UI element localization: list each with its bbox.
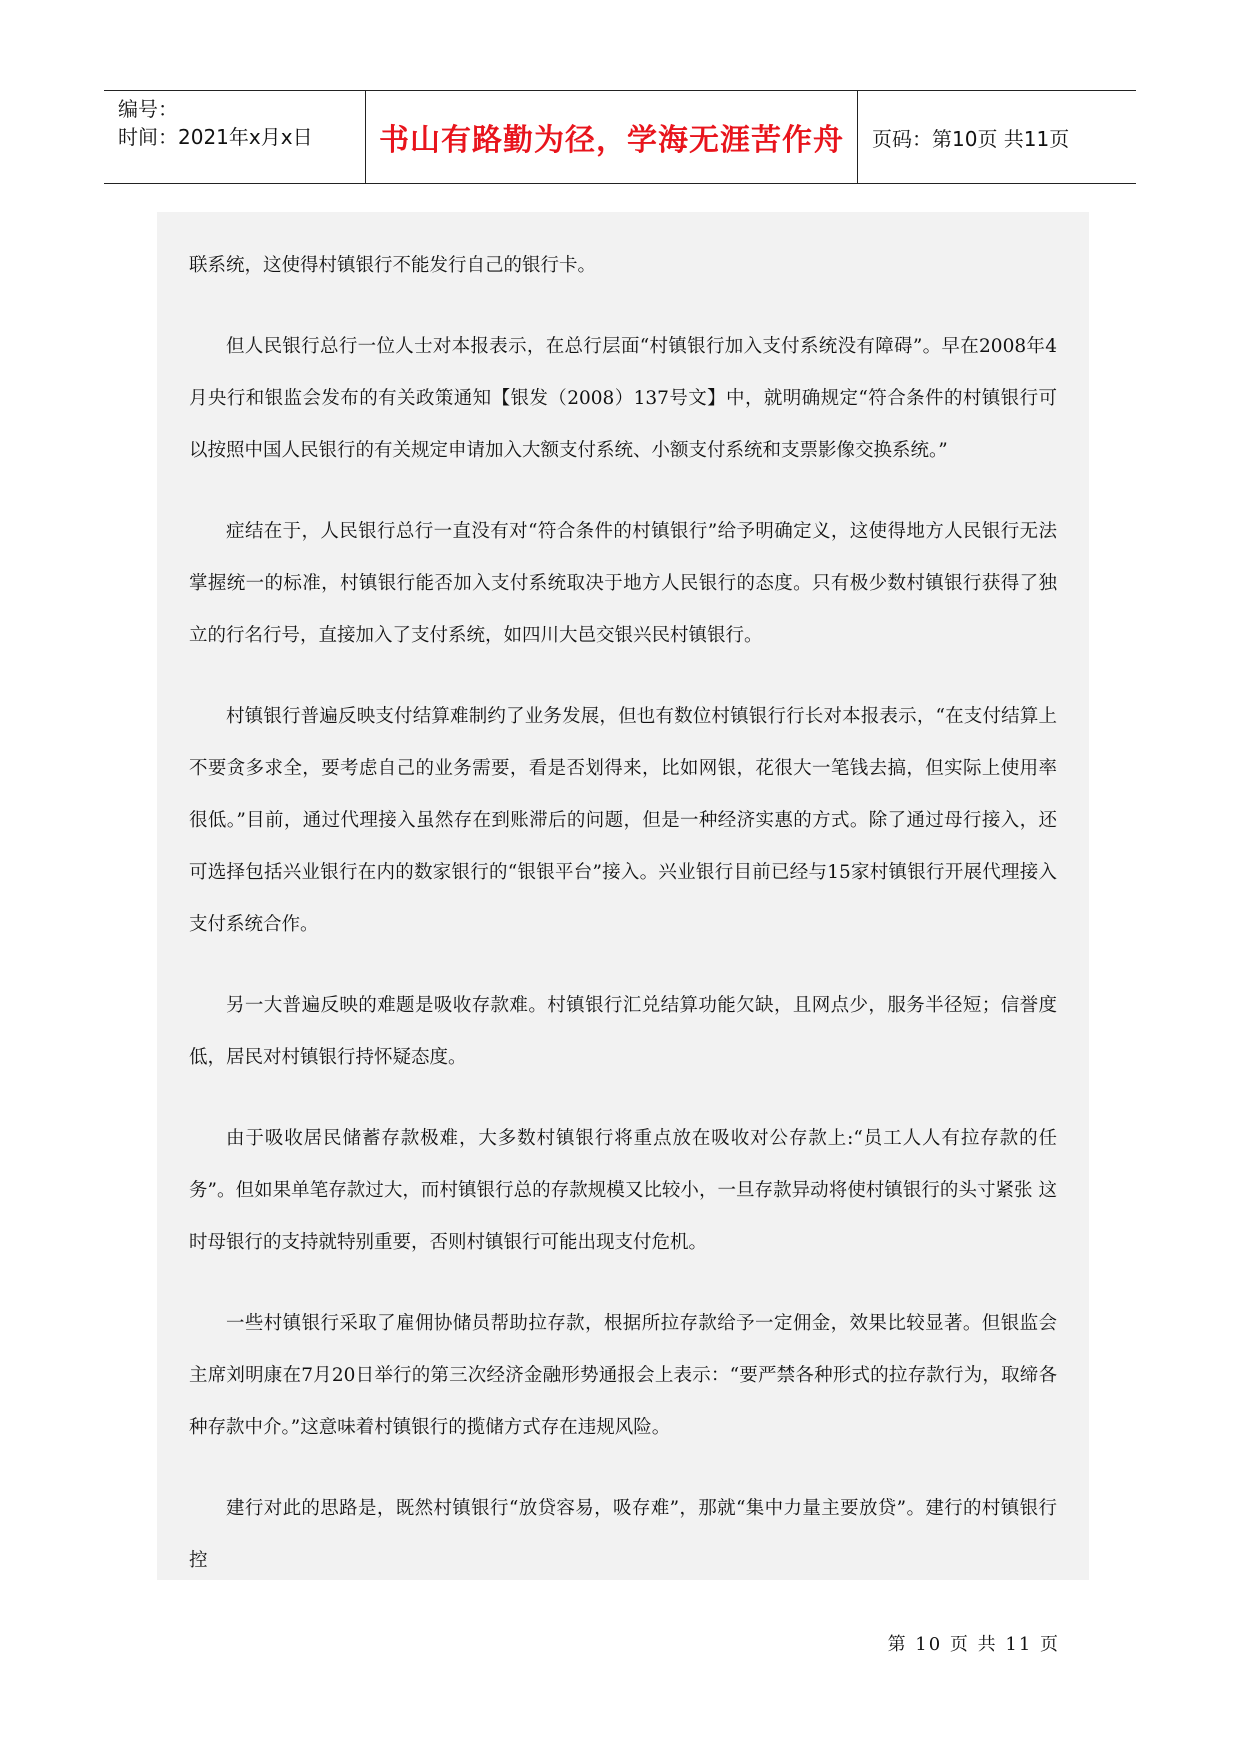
paragraph: 由于吸收居民储蓄存款极难，大多数村镇银行将重点放在吸收对公存款上:“员工人人有拉存款的任务”。但如果单笔存款过大，而村镇银行总的存款规模又比较小，一旦存款异动将使村镇银行的头寸紧张 这时母银行的支持就特别重要，否则村镇银行可能出现支付危机。 xyxy=(189,1128,1057,1253)
document-number-label: 编号： xyxy=(118,97,178,121)
header-motto: 书山有路勤为径，学海无涯苦作舟 xyxy=(366,91,858,183)
paragraph: 建行对此的思路是，既然村镇银行“放贷容易，吸存难”，那就“集中力量主要放贷”。建行的村镇银行控 xyxy=(189,1498,1057,1571)
paragraph: 但人民银行总行一位人士对本报表示，在总行层面“村镇银行加入支付系统没有障碍”。早在2008年4月央行和银监会发布的有关政策通知【银发（2008）137号文】中，就明确规定“符合条件的村镇银行可以按照中国人民银行的有关规定申请加入大额支付系统、小额支付系统和支票影像交换系统。” xyxy=(189,336,1057,461)
article-body xyxy=(157,212,1089,1580)
paragraph: 村镇银行普遍反映支付结算难制约了业务发展，但也有数位村镇银行行长对本报表示，“在支付结算上不要贪多求全，要考虑自己的业务需要，看是否划得来，比如网银，花很大一笔钱去搞，但实际上使用率很低。”目前，通过代理接入虽然存在到账滞后的问题，但是一种经济实惠的方式。除了通过母行接入，还可选择包括兴业银行在内的数家银行的“银银平台”接入。兴业银行目前已经与15家村镇银行开展代理接入支付系统合作。 xyxy=(189,706,1057,935)
page-header xyxy=(104,90,1136,184)
document-time-label: 时间：2021年x月x日 xyxy=(118,125,313,149)
page-footer-number: 第 10 页 共 11 页 xyxy=(887,1634,1060,1655)
header-page-code: 页码：第10页 共11页 xyxy=(872,126,1070,151)
header-meta xyxy=(104,91,366,183)
paragraph: 症结在于，人民银行总行一直没有对“符合条件的村镇银行”给予明确定义，这使得地方人民银行无法掌握统一的标准，村镇银行能否加入支付系统取决于地方人民银行的态度。只有极少数村镇银行获得了独立的行名行号，直接加入了支付系统，如四川大邑交银兴民村镇银行。 xyxy=(189,521,1057,646)
paragraph-continued: 联系统，这使得村镇银行不能发行自己的银行卡。 xyxy=(189,255,597,276)
paragraph: 一些村镇银行采取了雇佣协储员帮助拉存款，根据所拉存款给予一定佣金，效果比较显著。但银监会主席刘明康在7月20日举行的第三次经济金融形势通报会上表示：“要严禁各种形式的拉存款行为，取缔各种存款中介。”这意味着村镇银行的揽储方式存在违规风险。 xyxy=(189,1313,1057,1438)
paragraph: 另一大普遍反映的难题是吸收存款难。村镇银行汇兑结算功能欠缺，且网点少，服务半径短；信誉度低，居民对村镇银行持怀疑态度。 xyxy=(189,995,1057,1068)
